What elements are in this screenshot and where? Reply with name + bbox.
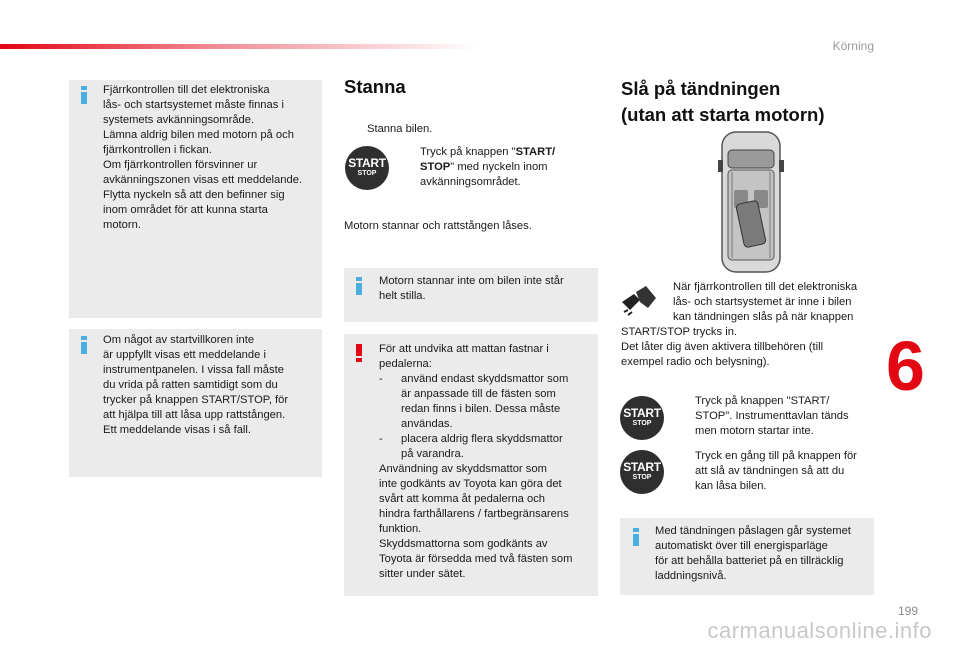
info-icon [81, 336, 87, 354]
start-stop-button-icon: START STOP [620, 396, 664, 440]
car-top-view-illustration [716, 130, 786, 275]
info-icon [81, 86, 87, 104]
info-remote-text: Fjärrkontrollen till det elektroniska lås- och startsystemet måste finnas i systemets avkänningsområde. Lämna aldrig bilen med motorn på och fjärrkontrollen i fickan. Om fjärrkontrollen försvinner ur avkänningszonen visas ett meddelande. Flytta nyckeln så att den befinner sig inom området för att kunna starta motorn. [103, 84, 303, 231]
header-accent-bar [0, 44, 480, 49]
section-title-stanna: Stanna [344, 76, 406, 97]
info-icon [356, 277, 362, 295]
step-ignition-on: Tryck på knappen "START/ STOP". Instrumenttavlan tänds men motorn startar inte. [695, 395, 849, 437]
step-ignition-off: Tryck en gång till på knappen för att slå av tändningen så att du kan låsa bilen. [695, 450, 857, 492]
start-stop-button-icon: START STOP [345, 146, 389, 190]
info-icon [633, 528, 639, 546]
step-stop-car: Stanna bilen. [367, 123, 433, 135]
step-press-start-stop: Tryck på knappen "START/ STOP" med nyckeln inom avkänningsområdet. [420, 146, 556, 188]
chapter-number: 6 [886, 327, 925, 405]
info-not-stationary-text: Motorn stannar inte om bilen inte står helt stilla. [379, 275, 564, 302]
page-number: 199 [897, 604, 918, 618]
warning-mats-text: För att undvika att mattan fastnar i pedalerna: - använd endast skyddsmattor som är anpassade till de fästen som redan finns i bilen. Dessa måste användas. - placera aldrig flera skyddsmattor på varandra. Användning av skyddsmattor som inte godkänts av Toyota kan göra det svårt att komma åt pedalerna och hindra farthållarens / fartbegränsarens funktion. Skyddsmattorna som godkänts av Toyota är försedda med två fästen som sitter under sätet. [379, 343, 573, 580]
ignition-description: När fjärrkontrollen till det elektroniska lås- och startsystemet är inne i bilen kan tändningen slås på när knappen [673, 281, 858, 323]
info-energy-saving-text: Med tändningen påslagen går systemet automatiskt över till energisparläge för att behålla batteriet på en tillräcklig laddningsnivå. [655, 525, 851, 582]
section-label: Körning [832, 39, 874, 53]
info-conditions-text: Om något av startvillkoren inte är uppfyllt visas ett meddelande i instrumentpanelen. I vissa fall måste du vrida på ratten samtidigt som du trycker på knappen START/STOP, för att hjälpa till att låsa upp rattstången. Ett meddelande visas i så fall. [103, 334, 289, 436]
ignition-description-cont: START/STOP trycks in. Det låter dig även aktivera tillbehören (till exempel radio och belysning). [621, 326, 824, 368]
warning-icon [356, 344, 362, 362]
watermark: carmanualsonline.info [707, 618, 932, 643]
key-fob-icon [620, 284, 658, 318]
section-title-ignition: Slå på tändningen (utan att starta motorn) [621, 78, 825, 125]
start-stop-button-icon: START STOP [620, 450, 664, 494]
result-text: Motorn stannar och rattstången låses. [344, 220, 532, 232]
